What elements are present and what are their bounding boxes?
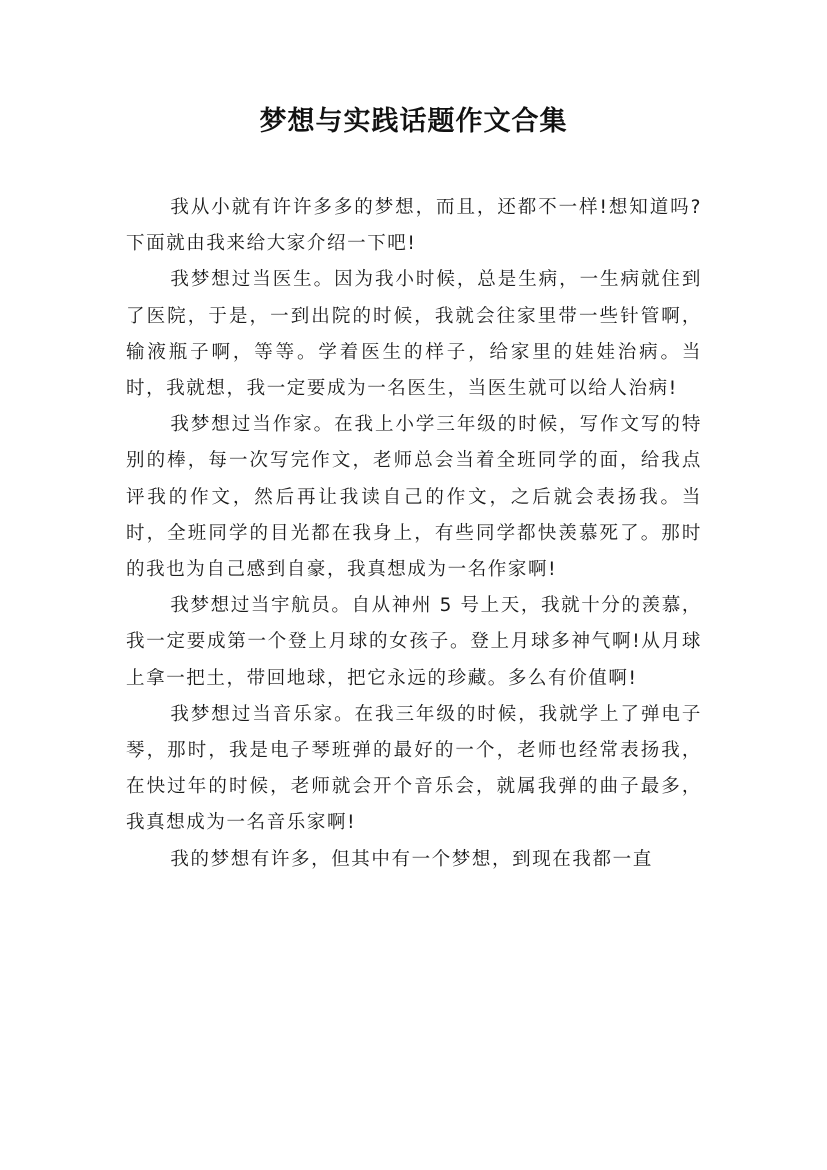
paragraph-1: 我从小就有许许多多的梦想，而且，还都不一样!想知道吗?下面就由我来给大家介绍一下吧! (126, 197, 702, 255)
paragraph-2: 我梦想过当医生。因为我小时候，总是生病，一生病就住到了医院，于是，一到出院的时候，我就会往家里带一些针管啊，输液瓶子啊，等等。学着医生的样子，给家里的娃娃治病。当时，我就想，我一定要成为一名医生，当医生就可以给人治病! (126, 269, 702, 400)
paragraph-6: 我的梦想有许多，但其中有一个梦想，到现在我都一直 (170, 848, 653, 870)
paragraph-5: 我梦想过当音乐家。在我三年级的时候，我就学上了弹电子琴，那时，我是电子琴班弹的最好的一个，老师也经常表扬我，在快过年的时候，老师就会开个音乐会，就属我弹的曲子最多，我真想成为一名音乐家啊! (126, 703, 702, 834)
document-title: 梦想与实践话题作文合集 (259, 106, 568, 137)
document-body (126, 190, 702, 878)
paragraph-3: 我梦想过当作家。在我上小学三年级的时候，写作文写的特别的棒，每一次写完作文，老师总会当着全班同学的面，给我点评我的作文，然后再让我读自己的作文，之后就会表扬我。当时，全班同学的目光都在我身上，有些同学都快羡慕死了。那时的我也为自己感到自豪，我真想成为一名作家啊! (126, 414, 702, 581)
paragraph-4: 我梦想过当宇航员。自从神州 5 号上天，我就十分的羡慕，我一定要成第一个登上月球的女孩子。登上月球多神气啊!从月球上拿一把土，带回地球，把它永远的珍藏。多么有价值啊! (126, 595, 702, 689)
